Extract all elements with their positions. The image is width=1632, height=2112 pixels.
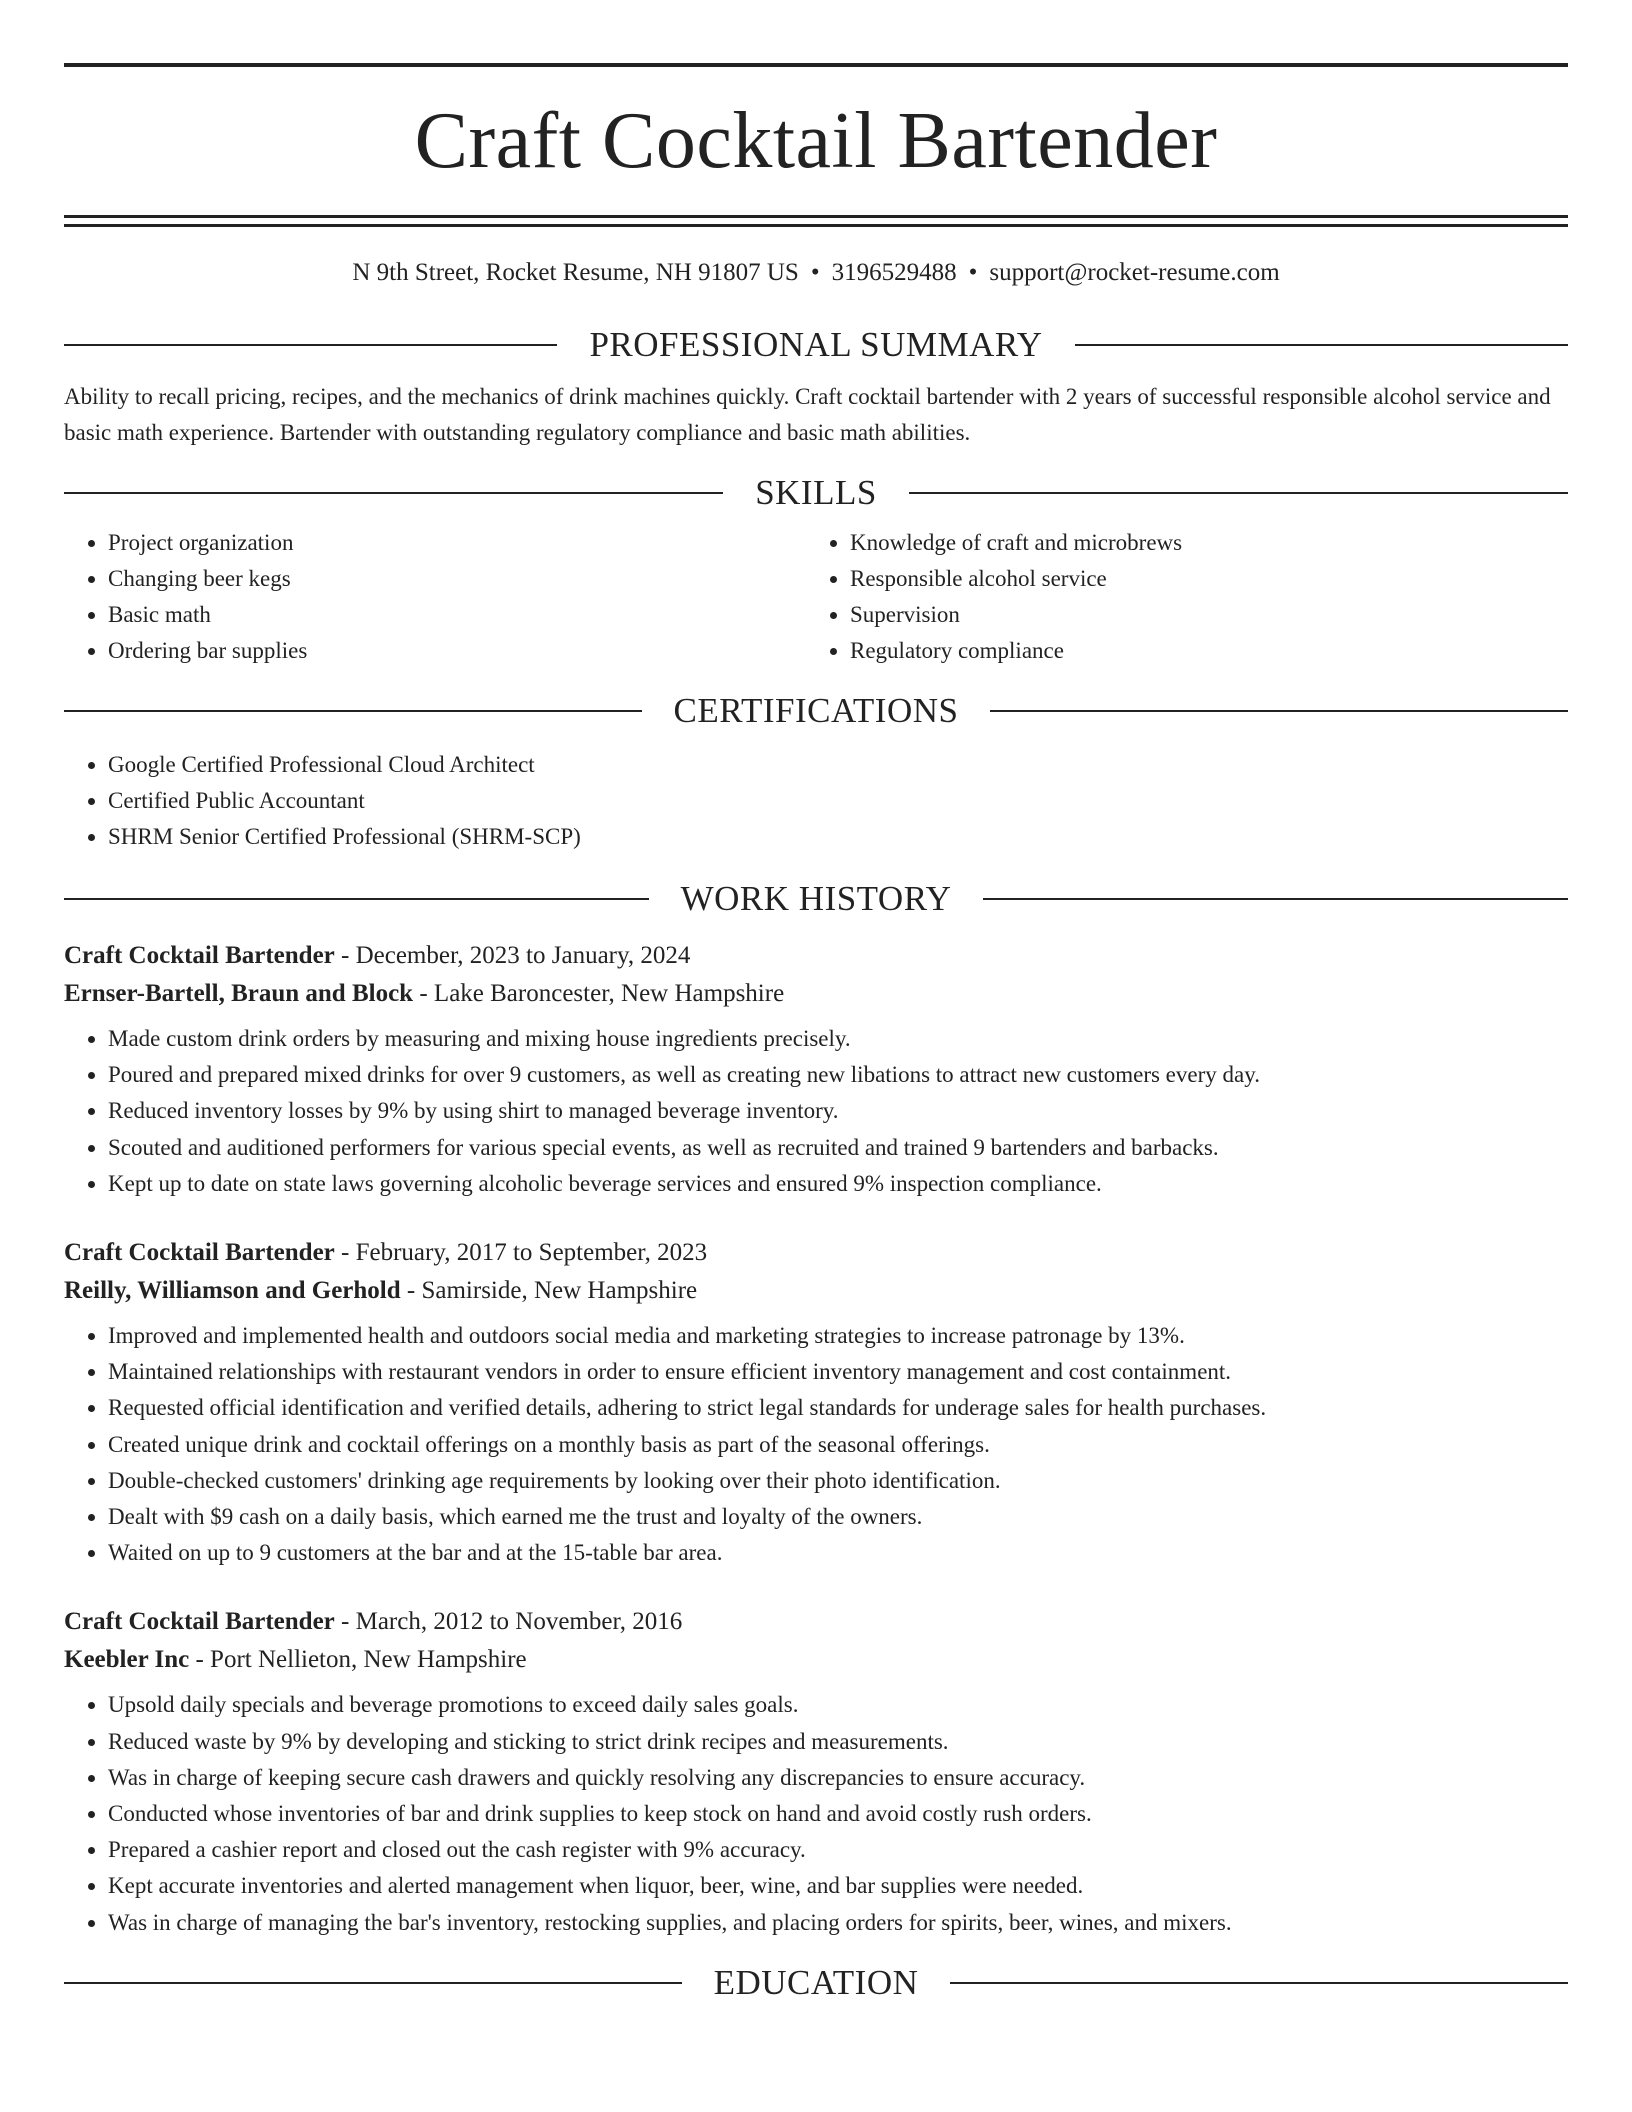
job-bullets xyxy=(64,1021,1568,1202)
job-company: Reilly, Williamson and Gerhold xyxy=(64,1277,401,1305)
section-title: SKILLS xyxy=(755,473,877,512)
section-title: CERTIFICATIONS xyxy=(673,691,959,730)
heading-rule xyxy=(64,898,649,900)
job-bullets xyxy=(64,1687,1568,1940)
job-entry xyxy=(64,937,1568,1202)
job-title-line xyxy=(64,937,1568,975)
skill-item: • Responsible alcohol service xyxy=(850,561,1548,597)
skill-item: • Ordering bar supplies xyxy=(108,633,806,669)
heading-rule xyxy=(983,898,1568,900)
job-location: Lake Baroncester, New Hampshire xyxy=(433,980,785,1007)
job-entry xyxy=(64,1603,1568,1940)
heading-rule xyxy=(64,344,557,346)
job-bullet: • Conducted whose inventories of bar and drink supplies to keep stock on hand and avoid costly rush orders. xyxy=(108,1796,1568,1832)
job-bullet: • Waited on up to 9 customers at the bar and at the 15-table bar area. xyxy=(108,1535,1568,1571)
heading-rule xyxy=(1075,344,1568,346)
certification-item: • Certified Public Accountant xyxy=(108,783,1568,819)
job-bullets xyxy=(64,1318,1568,1571)
job-title: Craft Cocktail Bartender xyxy=(64,1239,335,1267)
job-title: Craft Cocktail Bartender xyxy=(64,1608,335,1636)
section-heading-skills xyxy=(64,471,1568,515)
section-title: EDUCATION xyxy=(713,1962,919,2002)
skill-item: • Basic math xyxy=(108,597,806,633)
contact-address: N 9th Street, Rocket Resume, NH 91807 US xyxy=(352,259,799,286)
job-bullet: • Kept accurate inventories and alerted management when liquor, beer, wine, and bar supplies were needed. xyxy=(108,1868,1568,1904)
certifications-list xyxy=(64,747,1568,855)
job-bullet: • Double-checked customers' drinking age requirements by looking over their photo identification. xyxy=(108,1463,1568,1499)
job-dash: - xyxy=(334,1239,356,1267)
job-entry xyxy=(64,1234,1568,1571)
skill-item: • Regulatory compliance xyxy=(850,633,1548,669)
job-bullet: • Requested official identification and verified details, adhering to strict legal standards for underage sales for health purchases. xyxy=(108,1390,1568,1426)
certification-item: • Google Certified Professional Cloud Architect xyxy=(108,747,1568,783)
skills-column-left xyxy=(64,525,806,669)
section-heading-work xyxy=(64,877,1568,921)
skill-item: • Changing beer kegs xyxy=(108,561,806,597)
job-title: Craft Cocktail Bartender xyxy=(64,942,335,969)
skill-item: • Project organization xyxy=(108,525,806,561)
heading-rule xyxy=(950,1982,1568,1984)
heading-rule xyxy=(64,710,642,712)
job-dates: February, 2017 to September, 2023 xyxy=(355,1239,708,1267)
heading-rule xyxy=(990,710,1568,712)
top-rule xyxy=(64,63,1568,67)
contact-separator: • xyxy=(968,259,978,286)
job-title-line xyxy=(64,1234,1568,1272)
job-bullet: • Made custom drink orders by measuring and mixing house ingredients precisely. xyxy=(108,1021,1568,1057)
job-bullet: • Was in charge of managing the bar's inventory, restocking supplies, and placing orders for spirits, beer, wines, and mixers. xyxy=(108,1905,1568,1941)
job-bullet: • Maintained relationships with restaurant vendors in order to ensure efficient inventory management and cost containment. xyxy=(108,1354,1568,1390)
job-title-line xyxy=(64,1603,1568,1641)
contact-separator: • xyxy=(810,259,820,286)
heading-rule xyxy=(64,492,723,494)
section-title: WORK HISTORY xyxy=(680,879,952,918)
contact-email: support@rocket-resume.com xyxy=(989,259,1280,286)
job-dates: March, 2012 to November, 2016 xyxy=(355,1608,683,1636)
contact-line xyxy=(64,257,1568,289)
job-bullet: • Kept up to date on state laws governing alcoholic beverage services and ensured 9% inspection compliance. xyxy=(108,1166,1568,1202)
heading-rule xyxy=(909,492,1568,494)
resume-name: Craft Cocktail Bartender xyxy=(414,97,1218,185)
job-bullet: • Was in charge of keeping secure cash drawers and quickly resolving any discrepancies to ensure accuracy. xyxy=(108,1760,1568,1796)
job-bullet: • Dealt with $9 cash on a daily basis, which earned me the trust and loyalty of the owners. xyxy=(108,1499,1568,1535)
job-bullet: • Scouted and auditioned performers for various special events, as well as recruited and trained 9 bartenders and barbacks. xyxy=(108,1130,1568,1166)
skill-item: • Knowledge of craft and microbrews xyxy=(850,525,1548,561)
job-dash: - xyxy=(400,1277,422,1305)
job-company-line xyxy=(64,975,1568,1013)
double-rule xyxy=(64,215,1568,227)
job-dash: - xyxy=(413,980,434,1007)
heading-rule xyxy=(64,1982,682,1984)
contact-phone: 3196529488 xyxy=(831,259,957,286)
job-dash: - xyxy=(334,1608,356,1636)
job-dates: December, 2023 to January, 2024 xyxy=(355,942,691,969)
job-location: Samirside, New Hampshire xyxy=(421,1277,698,1305)
certification-item: • SHRM Senior Certified Professional (SHRM-SCP) xyxy=(108,819,1568,855)
job-bullet: • Created unique drink and cocktail offerings on a monthly basis as part of the seasonal offerings. xyxy=(108,1427,1568,1463)
section-title: PROFESSIONAL SUMMARY xyxy=(589,325,1043,364)
skills-list xyxy=(64,525,1568,669)
job-bullet: • Poured and prepared mixed drinks for over 9 customers, as well as creating new libations to attract new customers every day. xyxy=(108,1057,1568,1093)
job-bullet: • Reduced inventory losses by 9% by using shirt to managed beverage inventory. xyxy=(108,1093,1568,1129)
job-dash: - xyxy=(334,942,356,969)
skills-column-right xyxy=(806,525,1548,669)
job-company-line xyxy=(64,1272,1568,1310)
job-dash: - xyxy=(189,1646,211,1674)
job-company-line xyxy=(64,1641,1568,1679)
summary-text: Ability to recall pricing, recipes, and the mechanics of drink machines quickly. Craft cocktail bartender with 2 years of successful responsible alcohol service and basic math experience. Bartender with outstanding regulatory compliance and basic math abilities. xyxy=(64,384,1551,445)
job-bullet: • Prepared a cashier report and closed out the cash register with 9% accuracy. xyxy=(108,1832,1568,1868)
skill-item: • Supervision xyxy=(850,597,1548,633)
job-bullet: • Reduced waste by 9% by developing and sticking to strict drink recipes and measurements. xyxy=(108,1724,1568,1760)
job-company: Keebler Inc xyxy=(64,1646,190,1674)
job-bullet: • Upsold daily specials and beverage promotions to exceed daily sales goals. xyxy=(108,1687,1568,1723)
job-location: Port Nellieton, New Hampshire xyxy=(210,1646,527,1674)
job-company: Ernser-Bartell, Braun and Block xyxy=(64,980,414,1007)
section-heading-summary xyxy=(64,323,1568,367)
section-heading-education xyxy=(64,1961,1568,2005)
job-bullet: • Improved and implemented health and outdoors social media and marketing strategies to increase patronage by 13%. xyxy=(108,1318,1568,1354)
section-heading-certifications xyxy=(64,689,1568,733)
